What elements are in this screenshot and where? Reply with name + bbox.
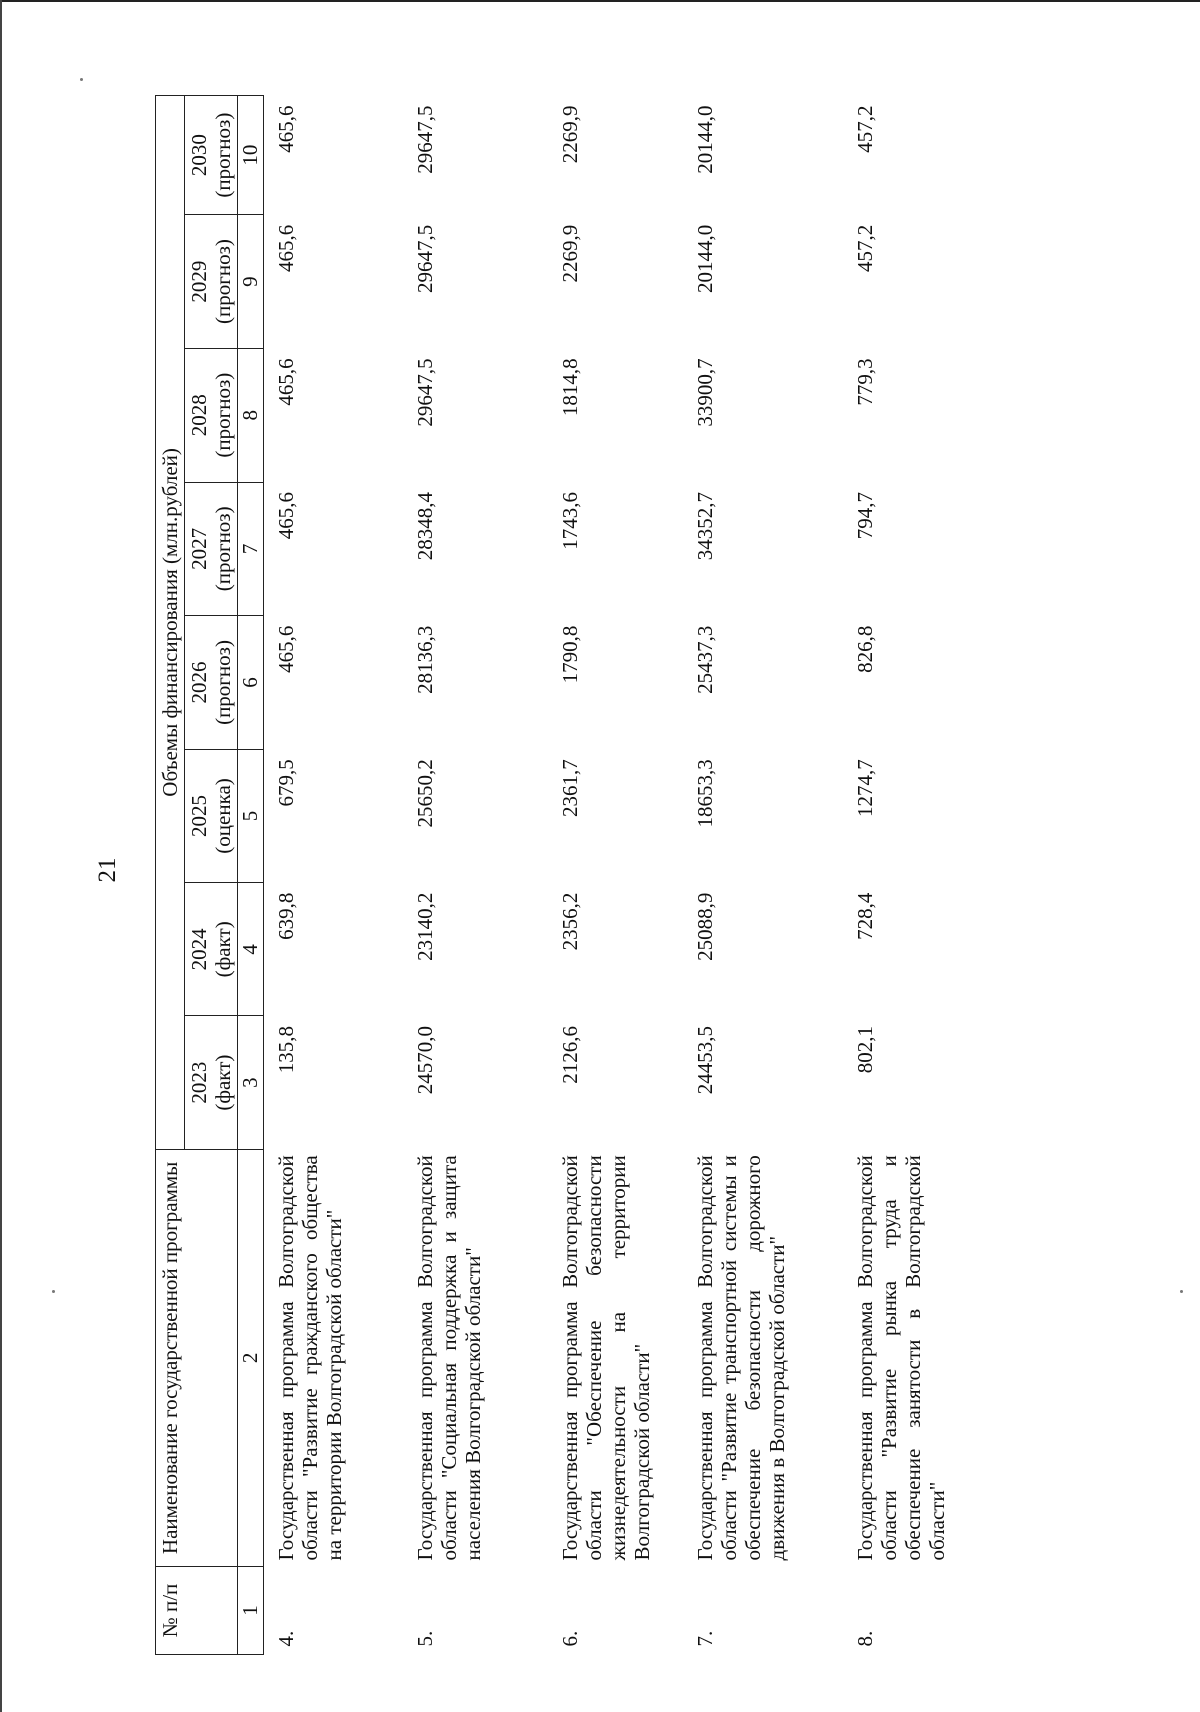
header-year-2028: 2028 (прогноз) [185,348,238,482]
header-program-name: Наименование государственной программы [156,1149,238,1566]
header-year-2025: 2025 (оценка) [185,749,238,882]
column-number: 7 [238,482,263,616]
row-number: 4. [273,1630,298,1647]
financing-table [155,95,973,1655]
scan-edge-left [0,0,2,1712]
program-name: Государственная программа Волгоградской области "Обеспечение безопасности жизнедеятельности на территории Волгоградской области" [558,1155,655,1561]
value-2030: 457,2 [853,105,878,153]
value-2023: 24570,0 [413,1025,438,1095]
value-2028: 779,3 [853,358,878,406]
value-2029: 20144,0 [693,224,718,293]
program-name: Государственная программа Волгоградской области "Развитие гражданского общества на территории Волгоградской области" [273,1155,346,1561]
value-2025: 18653,3 [693,759,718,828]
value-2027: 465,6 [273,492,298,540]
header-year-2023: 2023 (факт) [185,1016,238,1149]
column-number: 10 [238,96,263,215]
table-row [843,96,973,1655]
column-number: 4 [238,883,263,1016]
row-number: 8. [853,1630,878,1647]
row-number: 5. [413,1630,438,1647]
header-year-2024: 2024 (факт) [185,883,238,1016]
column-number: 5 [238,749,263,882]
header-year-2027: 2027 (прогноз) [185,482,238,616]
value-2025: 25650,2 [413,759,438,828]
value-2028: 1814,8 [558,358,583,417]
program-name: Государственная программа Волгоградской области "Социальная поддержка и защита населения Волгоградской области" [413,1155,486,1561]
value-2028: 29647,5 [413,358,438,427]
value-2029: 465,6 [273,224,298,272]
value-2030: 465,6 [273,105,298,153]
value-2027: 1743,6 [558,492,583,550]
column-number: 8 [238,348,263,482]
column-numbers-row [238,96,263,1655]
value-2029: 457,2 [853,224,878,272]
value-2025: 2361,7 [558,759,583,818]
column-number: 3 [238,1016,263,1149]
value-2027: 34352,7 [693,492,718,561]
value-2026: 25437,3 [693,625,718,694]
table-row [548,96,683,1655]
header-financing-group: Объемы финансирования (млн.рублей) [156,96,185,1150]
value-2029: 29647,5 [413,224,438,293]
row-number: 7. [693,1630,718,1647]
value-2024: 639,8 [273,892,298,940]
column-number: 9 [238,215,263,349]
value-2024: 728,4 [853,892,878,940]
value-2023: 2126,6 [558,1025,583,1084]
value-2030: 20144,0 [693,105,718,174]
scan-speck [1180,1290,1183,1293]
header-row-top [156,96,185,1655]
value-2026: 465,6 [273,625,298,673]
value-2023: 802,1 [853,1025,878,1074]
scan-speck [52,1290,55,1293]
value-2024: 23140,2 [413,892,438,961]
value-2026: 1790,8 [558,625,583,684]
header-year-2029: 2029 (прогноз) [185,215,238,349]
value-2030: 29647,5 [413,105,438,174]
table-row [403,96,548,1655]
value-2028: 33900,7 [693,358,718,427]
value-2029: 2269,9 [558,224,583,283]
value-2023: 24453,5 [693,1025,718,1095]
value-2025: 679,5 [273,759,298,807]
program-name: Государственная программа Волгоградской области "Развитие рынка труда и обеспечение занятости в Волгоградской области" [853,1155,950,1561]
value-2023: 135,8 [273,1025,298,1074]
value-2024: 25088,9 [693,892,718,961]
header-year-2026: 2026 (прогноз) [185,616,238,750]
program-name: Государственная программа Волгоградской области "Развитие транспортной системы и обеспечение безопасности дорожного движения в Волгоградской области" [693,1155,790,1561]
value-2027: 794,7 [853,492,878,540]
scan-speck [80,78,83,81]
value-2026: 826,8 [853,625,878,673]
column-number: 2 [238,1149,263,1566]
table-row [683,96,843,1655]
value-2026: 28136,3 [413,625,438,694]
header-year-2030: 2030 (прогноз) [185,96,238,215]
table-row [263,96,403,1655]
scan-edge-top [0,0,1200,2]
value-2027: 28348,4 [413,492,438,561]
header-num: № п/п [156,1566,238,1654]
column-number: 1 [238,1566,263,1654]
column-number: 6 [238,616,263,750]
value-2030: 2269,9 [558,105,583,164]
page-number: 21 [94,857,121,883]
value-2024: 2356,2 [558,892,583,951]
row-number: 6. [558,1630,583,1647]
rotated-table-area [155,95,1155,1655]
value-2025: 1274,7 [853,759,878,818]
value-2028: 465,6 [273,358,298,406]
